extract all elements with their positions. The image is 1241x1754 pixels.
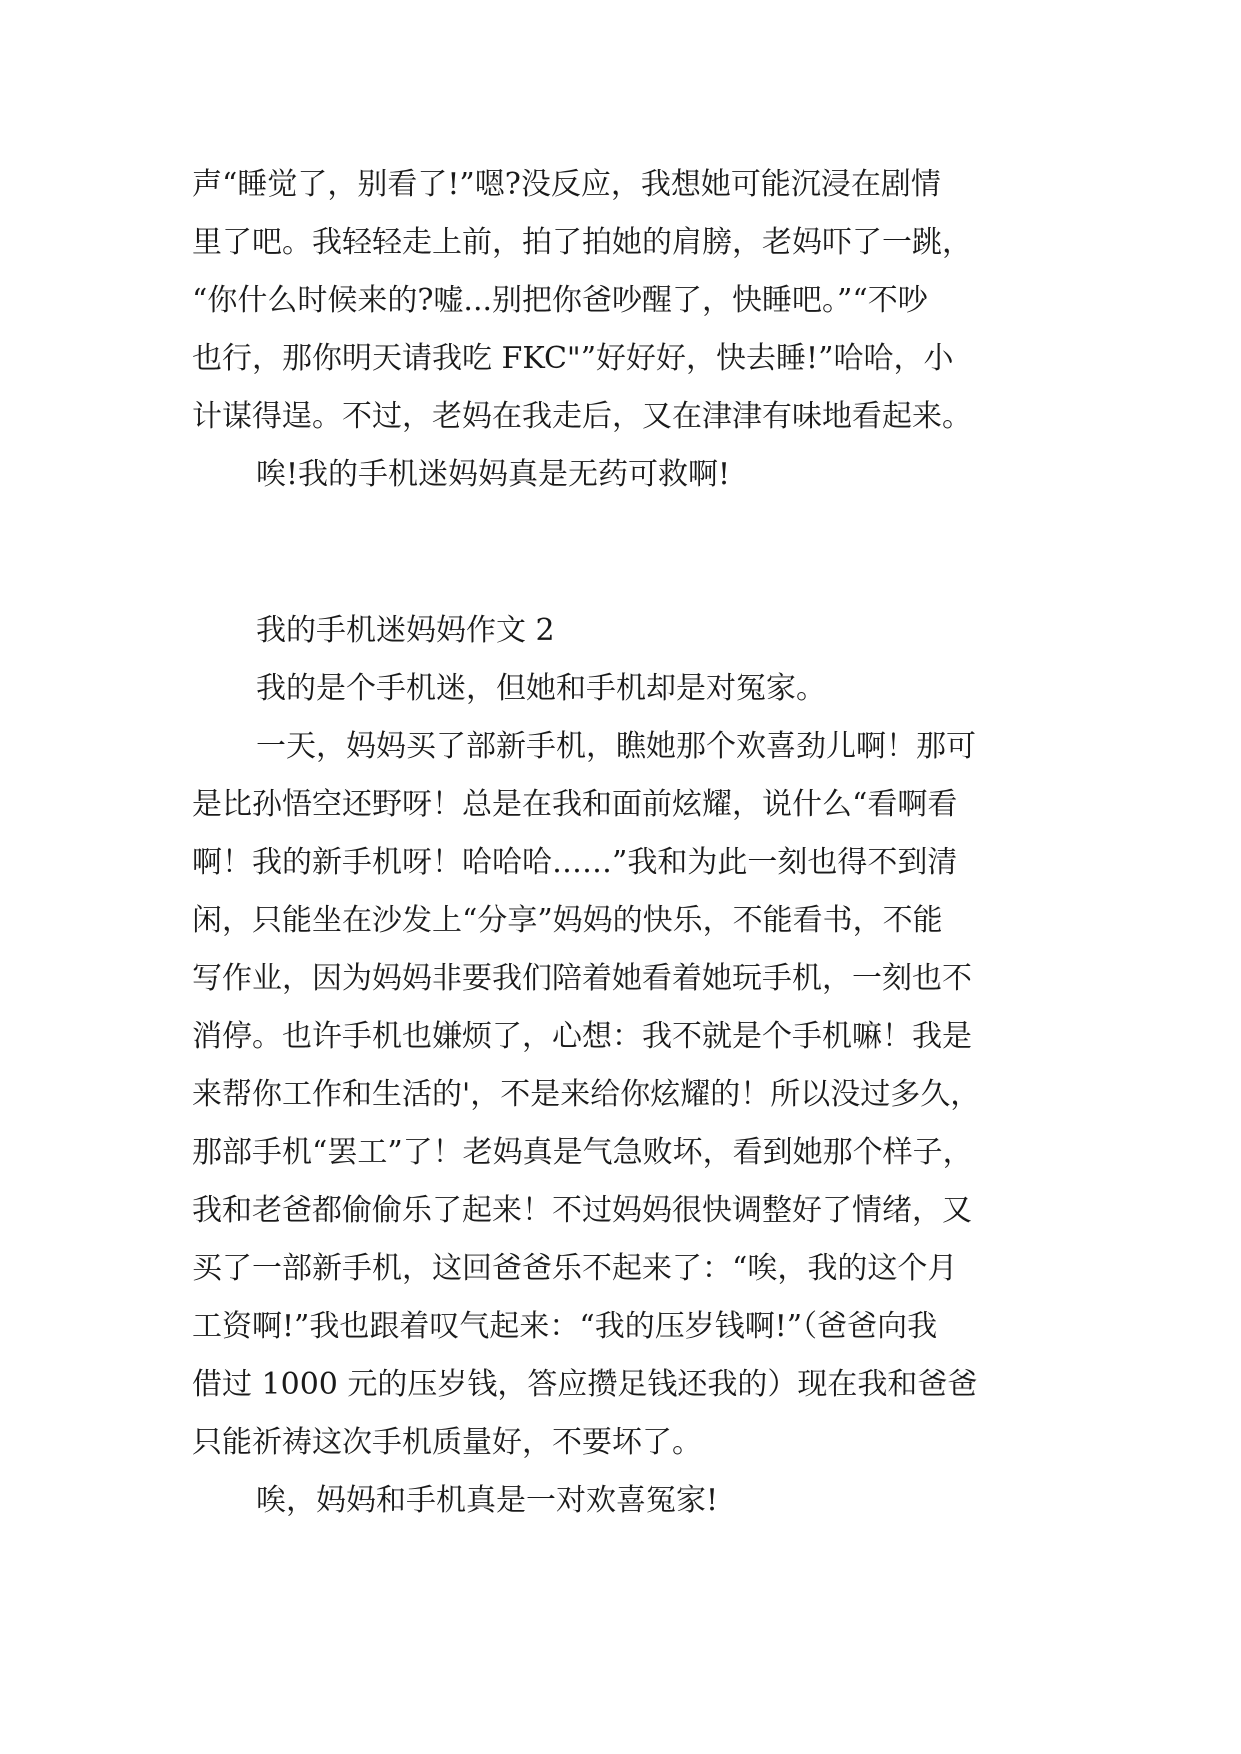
paragraph-line: 也行，那你明天请我吃 FKC"”好好好，快去睡!”哈哈，小: [192, 341, 954, 376]
paragraph-line: 我和老爸都偷偷乐了起来！不过妈妈很快调整好了情绪，又: [192, 1193, 972, 1228]
paragraph-line: 那部手机“罢工”了！老妈真是气急败坏，看到她那个样子，: [192, 1135, 973, 1170]
section-gap: [192, 504, 1052, 602]
closing-paragraph: 唉，妈妈和手机真是一对欢喜冤家!: [256, 1483, 719, 1518]
closing-paragraph: 唉!我的手机迷妈妈真是无药可救啊!: [256, 457, 731, 492]
paragraph-line: 消停。也许手机也嫌烦了，心想：我不就是个手机嘛！我是: [192, 1019, 972, 1054]
paragraph-line: 闲，只能坐在沙发上“分享”妈妈的快乐，不能看书，不能: [192, 903, 943, 938]
paragraph-line: 借过 1000 元的压岁钱，答应攒足钱还我的）现在我和爸爸: [192, 1367, 978, 1402]
intro-paragraph: 我的是个手机迷，但她和手机却是对冤家。: [256, 671, 826, 706]
paragraph-line: 来帮你工作和生活的'，不是来给你炫耀的！所以没过多久，: [192, 1077, 981, 1112]
paragraph-line: 写作业，因为妈妈非要我们陪着她看着她玩手机，一刻也不: [192, 961, 972, 996]
paragraph-line: 声“睡觉了，别看了!”嗯?没反应，我想她可能沉浸在剧情: [192, 167, 941, 202]
paragraph-line: “你什么时候来的?嘘...别把你爸吵醒了，快睡吧。”“不吵: [192, 283, 928, 318]
paragraph-line: 只能祈祷这次手机质量好，不要坏了。: [192, 1425, 702, 1460]
paragraph-line: 啊！我的新手机呀！哈哈哈……”我和为此一刻也得不到清: [192, 845, 958, 880]
document-page: [192, 156, 1052, 1530]
paragraph-line: 里了吧。我轻轻走上前，拍了拍她的肩膀，老妈吓了一跳，: [192, 225, 972, 260]
essay-title: 我的手机迷妈妈作文 2: [256, 613, 555, 648]
paragraph-line: 计谋得逞。不过，老妈在我走后，又在津津有味地看起来。: [192, 399, 972, 434]
essay-2: [192, 602, 1052, 1530]
paragraph-line: 一天，妈妈买了部新手机，瞧她那个欢喜劲儿啊！那可: [256, 729, 976, 764]
paragraph-line: 是比孙悟空还野呀！总是在我和面前炫耀，说什么“看啊看: [192, 787, 958, 822]
paragraph-line: 买了一部新手机，这回爸爸乐不起来了：“唉，我的这个月: [192, 1251, 958, 1286]
essay-1-continuation: [192, 156, 1052, 504]
paragraph-line: 工资啊!”我也跟着叹气起来：“我的压岁钱啊!”（爸爸向我: [192, 1309, 938, 1344]
